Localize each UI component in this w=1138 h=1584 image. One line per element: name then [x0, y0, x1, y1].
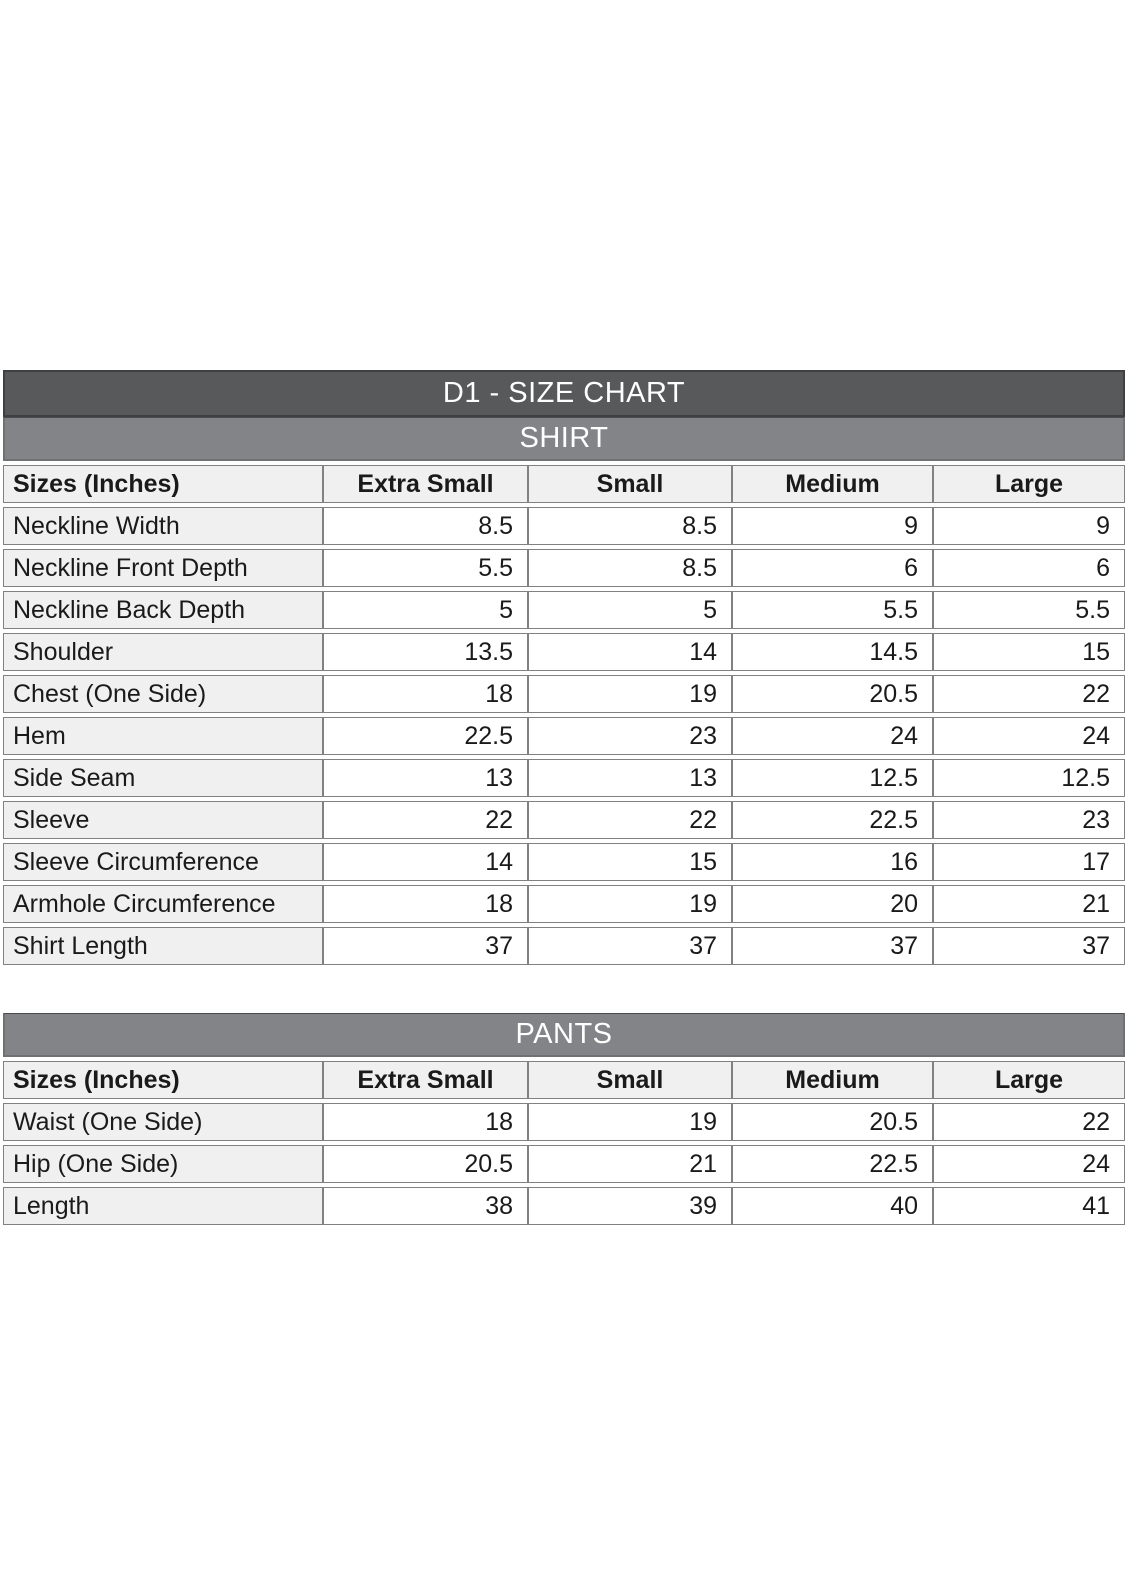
- table-row: [3, 675, 1125, 713]
- header-cell-medium: Medium: [732, 465, 933, 503]
- value-cell: 20: [732, 885, 933, 923]
- row-label-cell: Chest (One Side): [3, 675, 323, 713]
- value-cell: 20.5: [732, 1103, 933, 1141]
- row-label-cell: Side Seam: [3, 759, 323, 797]
- header-row: [3, 465, 1125, 503]
- chart-title: D1 - SIZE CHART: [442, 377, 686, 409]
- row-label-cell: Waist (One Side): [3, 1103, 323, 1141]
- value-cell: 19: [528, 885, 732, 923]
- row-label-cell: Neckline Width: [3, 507, 323, 545]
- value-cell: 23: [528, 717, 732, 755]
- value-cell: 40: [732, 1187, 933, 1225]
- value-cell: 13: [528, 759, 732, 797]
- value-cell: 8.5: [323, 507, 528, 545]
- row-label-cell: Length: [3, 1187, 323, 1225]
- value-cell: 12.5: [933, 759, 1125, 797]
- table-row: [3, 759, 1125, 797]
- value-cell: 14: [323, 843, 528, 881]
- table-row: [3, 843, 1125, 881]
- row-label-cell: Neckline Back Depth: [3, 591, 323, 629]
- row-label-cell: Neckline Front Depth: [3, 549, 323, 587]
- pants-section-band: [3, 1013, 1125, 1057]
- table-row: [3, 1145, 1125, 1183]
- section-pants: [3, 1013, 1125, 1229]
- value-cell: 37: [732, 927, 933, 965]
- table-row: [3, 927, 1125, 965]
- value-cell: 5: [528, 591, 732, 629]
- section-shirt: [3, 417, 1125, 969]
- header-cell-large: Large: [933, 1061, 1125, 1099]
- header-cell-large: Large: [933, 465, 1125, 503]
- row-label-cell: Shirt Length: [3, 927, 323, 965]
- value-cell: 24: [933, 717, 1125, 755]
- value-cell: 17: [933, 843, 1125, 881]
- value-cell: 20.5: [323, 1145, 528, 1183]
- value-cell: 13.5: [323, 633, 528, 671]
- value-cell: 24: [732, 717, 933, 755]
- table-row: [3, 885, 1125, 923]
- value-cell: 8.5: [528, 549, 732, 587]
- value-cell: 15: [933, 633, 1125, 671]
- header-cell-extra-small: Extra Small: [323, 465, 528, 503]
- header-cell-sizes: Sizes (Inches): [3, 465, 323, 503]
- shirt-size-table: [3, 461, 1125, 969]
- value-cell: 18: [323, 885, 528, 923]
- header-cell-extra-small: Extra Small: [323, 1061, 528, 1099]
- value-cell: 13: [323, 759, 528, 797]
- row-label-cell: Shoulder: [3, 633, 323, 671]
- value-cell: 18: [323, 1103, 528, 1141]
- value-cell: 14: [528, 633, 732, 671]
- value-cell: 9: [933, 507, 1125, 545]
- pants-section-label: PANTS: [515, 1018, 613, 1050]
- shirt-section-label: SHIRT: [519, 422, 609, 454]
- row-label-cell: Sleeve: [3, 801, 323, 839]
- value-cell: 16: [732, 843, 933, 881]
- table-row: [3, 591, 1125, 629]
- table-row: [3, 549, 1125, 587]
- value-cell: 39: [528, 1187, 732, 1225]
- pants-size-table: [3, 1057, 1125, 1229]
- value-cell: 6: [732, 549, 933, 587]
- table-row: [3, 1103, 1125, 1141]
- header-cell-small: Small: [528, 465, 732, 503]
- value-cell: 18: [323, 675, 528, 713]
- header-cell-small: Small: [528, 1061, 732, 1099]
- table-row: [3, 801, 1125, 839]
- header-cell-sizes: Sizes (Inches): [3, 1061, 323, 1099]
- value-cell: 8.5: [528, 507, 732, 545]
- row-label-cell: Sleeve Circumference: [3, 843, 323, 881]
- shirt-section-band: [3, 417, 1125, 461]
- value-cell: 21: [528, 1145, 732, 1183]
- table-row: [3, 717, 1125, 755]
- value-cell: 23: [933, 801, 1125, 839]
- header-cell-medium: Medium: [732, 1061, 933, 1099]
- value-cell: 14.5: [732, 633, 933, 671]
- value-cell: 37: [323, 927, 528, 965]
- row-label-cell: Hip (One Side): [3, 1145, 323, 1183]
- value-cell: 22.5: [732, 801, 933, 839]
- table-row: [3, 1187, 1125, 1225]
- value-cell: 22: [528, 801, 732, 839]
- value-cell: 5.5: [933, 591, 1125, 629]
- value-cell: 24: [933, 1145, 1125, 1183]
- value-cell: 20.5: [732, 675, 933, 713]
- value-cell: 38: [323, 1187, 528, 1225]
- value-cell: 21: [933, 885, 1125, 923]
- table-row: [3, 507, 1125, 545]
- value-cell: 22: [933, 675, 1125, 713]
- value-cell: 5: [323, 591, 528, 629]
- value-cell: 22: [933, 1103, 1125, 1141]
- row-label-cell: Hem: [3, 717, 323, 755]
- row-label-cell: Armhole Circumference: [3, 885, 323, 923]
- value-cell: 5.5: [323, 549, 528, 587]
- value-cell: 12.5: [732, 759, 933, 797]
- value-cell: 37: [933, 927, 1125, 965]
- value-cell: 5.5: [732, 591, 933, 629]
- table-row: [3, 633, 1125, 671]
- value-cell: 19: [528, 675, 732, 713]
- value-cell: 15: [528, 843, 732, 881]
- value-cell: 19: [528, 1103, 732, 1141]
- value-cell: 9: [732, 507, 933, 545]
- value-cell: 22.5: [732, 1145, 933, 1183]
- chart-title-bar: [3, 370, 1125, 417]
- value-cell: 22: [323, 801, 528, 839]
- header-row: [3, 1061, 1125, 1099]
- size-chart: [3, 370, 1125, 1229]
- value-cell: 41: [933, 1187, 1125, 1225]
- value-cell: 22.5: [323, 717, 528, 755]
- value-cell: 37: [528, 927, 732, 965]
- value-cell: 6: [933, 549, 1125, 587]
